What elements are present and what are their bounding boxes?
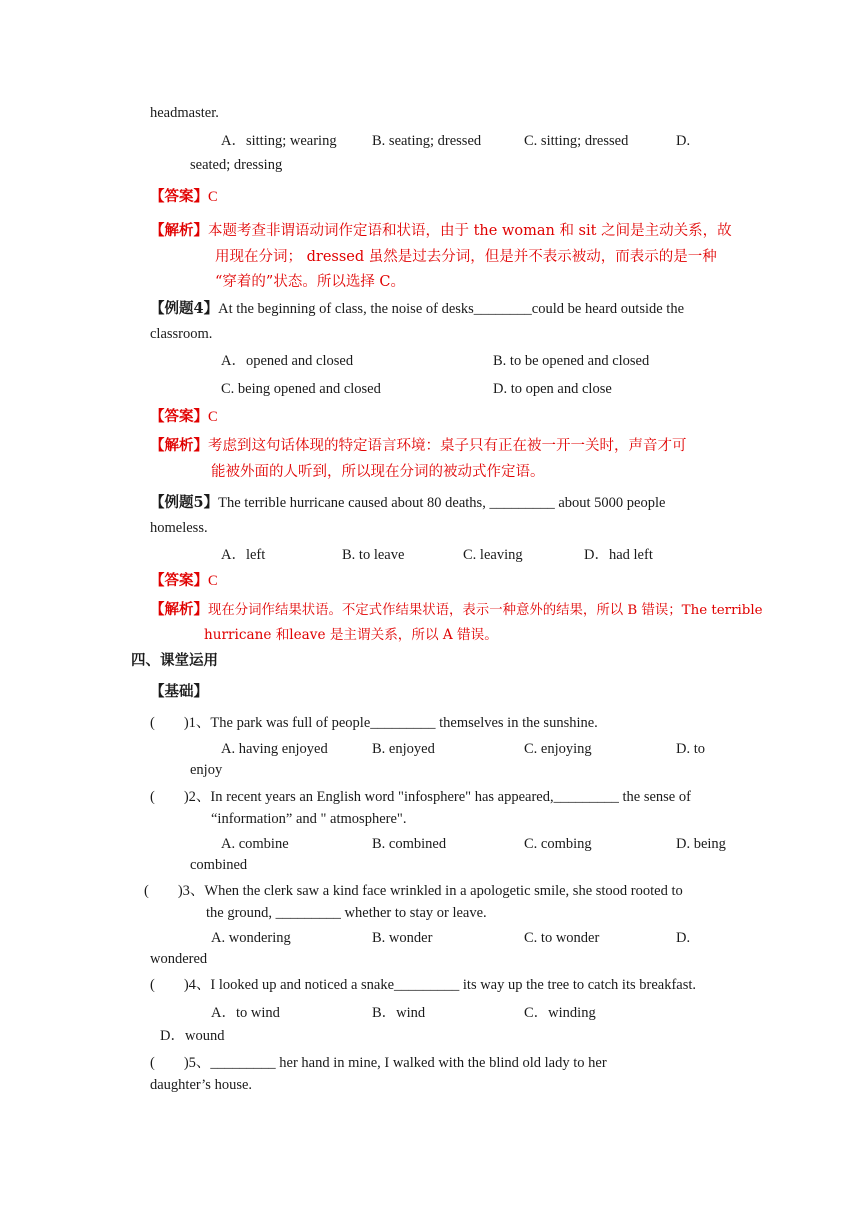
- option-d: D. to: [676, 741, 705, 757]
- answer-value: C: [208, 189, 218, 205]
- exercise-stem-continuation: “information” and " atmosphere".: [211, 811, 407, 827]
- option-d: D.: [676, 930, 691, 946]
- question-stem-continuation: headmaster.: [150, 105, 219, 121]
- example-question: [150, 494, 665, 512]
- answer-tag: 【答案】: [150, 408, 208, 425]
- analysis-tag: 【解析】: [150, 437, 208, 454]
- answer-line: [150, 408, 218, 426]
- option-a: A．left: [221, 547, 266, 563]
- example-stem-continuation: classroom.: [150, 326, 213, 342]
- option-c: C. to wonder: [524, 930, 600, 946]
- option-d-continuation: combined: [190, 857, 248, 873]
- option-d-continuation: wondered: [150, 951, 208, 967]
- option-c: C. sitting; dressed: [524, 133, 629, 149]
- option-c: C. combing: [524, 836, 592, 852]
- exercise-stem-continuation: daughter’s house.: [150, 1077, 253, 1093]
- option-d-continuation: seated; dressing: [190, 157, 283, 173]
- analysis-line: [150, 222, 732, 240]
- answer-value: C: [208, 409, 218, 425]
- analysis-line: [150, 437, 687, 455]
- answer-tag: 【答案】: [150, 572, 208, 589]
- analysis-line: [150, 601, 763, 620]
- analysis-text: 能被外面的人听到，所以现在分词的被动式作定语。: [211, 464, 545, 480]
- exercise-stem: ( )1、The park was full of people_________ themselves in the sunshine.: [150, 715, 598, 731]
- section-heading: 四、课堂运用: [131, 652, 218, 669]
- option-b: B．wind: [372, 1005, 426, 1021]
- option-a: A. combine: [221, 836, 289, 852]
- option-b: B. seating; dressed: [372, 133, 482, 149]
- analysis-text: 现在分词作结果状语。不定式作结果状语，表示一种意外的结果，所以 B 错误；The terrible: [208, 603, 763, 618]
- example-stem-continuation: homeless.: [150, 520, 208, 536]
- analysis-tag: 【解析】: [150, 222, 208, 239]
- option-a: A．opened and closed: [221, 353, 354, 369]
- option-d-continuation: enjoy: [190, 762, 223, 778]
- option-d: D. being: [676, 836, 726, 852]
- example-stem: At the beginning of class, the noise of desks________could be heard outside the: [218, 301, 685, 317]
- option-a: A. having enjoyed: [221, 741, 328, 757]
- subsection-heading: 【基础】: [150, 683, 208, 700]
- answer-value: C: [208, 573, 218, 589]
- example-question: [150, 300, 684, 318]
- analysis-text: 考虑到这句话体现的特定语言环境：桌子只有正在被一开一关时，声音才可: [208, 438, 687, 454]
- option-d: D．wound: [160, 1028, 225, 1044]
- exercise-stem: ( )3、When the clerk saw a kind face wrinkled in a apologetic smile, she stood rooted to: [144, 883, 683, 899]
- answer-line: [150, 572, 218, 590]
- analysis-text: hurricane 和leave 是主谓关系，所以 A 错误。: [204, 627, 498, 643]
- exercise-stem: ( )5、_________ her hand in mine, I walked with the blind old lady to her: [150, 1055, 607, 1071]
- option-a: A．to wind: [211, 1005, 280, 1021]
- analysis-tag: 【解析】: [150, 601, 208, 618]
- analysis-text: 本题考查非谓语动词作定语和状语，由于 the woman 和 sit 之间是主动关系，故: [208, 223, 732, 239]
- option-b: B. to leave: [342, 547, 405, 563]
- exercise-stem: ( )2、In recent years an English word "infosphere" has appeared,_________ the sense of: [150, 789, 691, 805]
- option-a: A. wondering: [211, 930, 291, 946]
- option-c: C．winding: [524, 1005, 596, 1021]
- option-c: C. enjoying: [524, 741, 592, 757]
- option-b: B. enjoyed: [372, 741, 435, 757]
- option-c: C. leaving: [463, 547, 523, 563]
- option-c: C. being opened and closed: [221, 381, 381, 397]
- option-d: D．had left: [584, 547, 653, 563]
- option-d: D.: [676, 133, 691, 149]
- answer-tag: 【答案】: [150, 188, 208, 205]
- example-stem: The terrible hurricane caused about 80 deaths, _________ about 5000 people: [218, 495, 666, 511]
- analysis-text: 用现在分词； dressed 虽然是过去分词，但是并不表示被动，而表示的是一种: [215, 249, 717, 265]
- option-b: B. to be opened and closed: [493, 353, 650, 369]
- exercise-stem-continuation: the ground, _________ whether to stay or leave.: [206, 905, 487, 921]
- example-tag: 【例题5】: [150, 494, 219, 511]
- answer-line: [150, 188, 218, 206]
- option-d: D. to open and close: [493, 381, 612, 397]
- option-b: B. wonder: [372, 930, 433, 946]
- option-b: B. combined: [372, 836, 447, 852]
- exercise-stem: ( )4、I looked up and noticed a snake_________ its way up the tree to catch its breakfast.: [150, 977, 697, 993]
- analysis-text: “穿着的”状态。所以选择 C。: [215, 274, 406, 290]
- option-a: A．sitting; wearing: [221, 133, 337, 149]
- example-tag: 【例题4】: [150, 300, 219, 317]
